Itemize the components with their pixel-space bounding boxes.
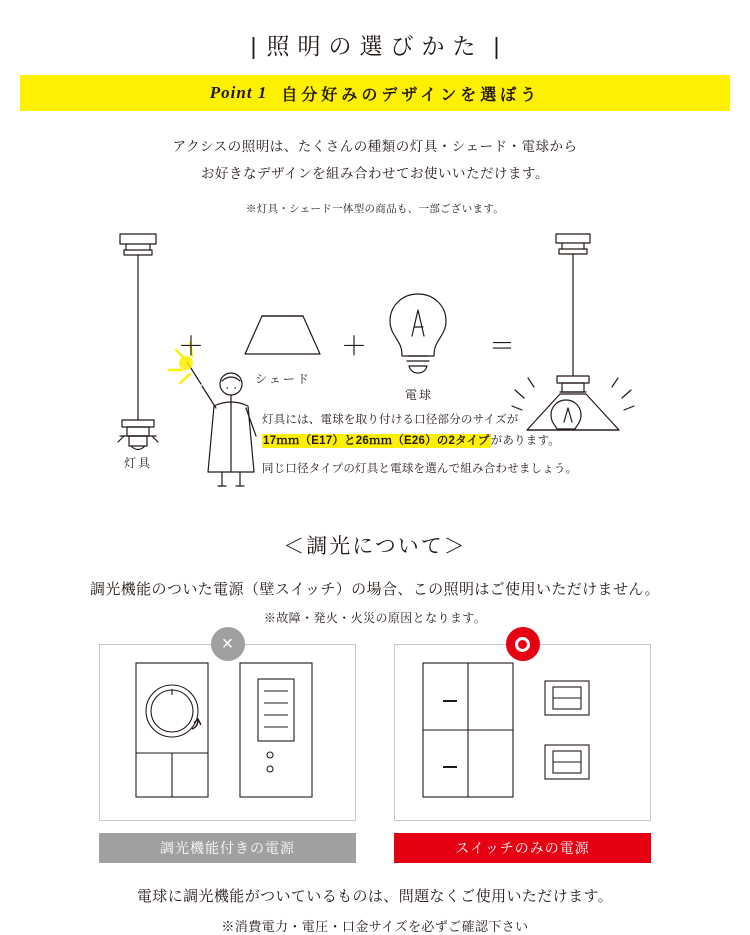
ok-ring xyxy=(515,637,530,652)
socket-note-line-3: 同じ口径タイプの灯具と電球を選んで組み合わせましょう。 xyxy=(262,462,578,475)
plus-operator-1: ＋ xyxy=(178,331,205,361)
plain-switch-illustration xyxy=(395,645,650,818)
panel-box-dimmer xyxy=(99,644,356,821)
intro-note: ※灯具・シェード一体型の商品も、一部ございます。 xyxy=(245,203,505,215)
socket-note-line-2 xyxy=(262,431,592,452)
point-text: 自分好みのデザインを選ぼう xyxy=(281,86,541,104)
panel-dimmer-switch xyxy=(99,633,356,863)
equals-operator: ＝ xyxy=(489,331,516,361)
point-banner xyxy=(20,75,730,111)
bulb-illustration xyxy=(390,294,446,373)
point-label: Point 1 xyxy=(209,83,268,102)
plus-operator-2: ＋ xyxy=(341,331,368,361)
caption-dimmer-switch: 調光機能付きの電源 xyxy=(99,833,356,863)
page-title-text: 照明の選びかた xyxy=(266,33,484,59)
socket-size-note xyxy=(262,410,592,480)
intro-text xyxy=(0,133,750,187)
switch-panels xyxy=(0,633,750,863)
panel-box-plain xyxy=(394,644,651,821)
page-title xyxy=(0,0,750,61)
socket-note-line-1: 灯具には、電球を取り付ける口径部分のサイズが xyxy=(262,414,519,426)
dimming-footer-2: ※消費電力・電圧・口金サイズを必ずご確認下さい xyxy=(221,919,529,934)
assembled-lamp-illustration xyxy=(527,234,619,430)
dimming-sub-note: ※故障・発火・火災の原因となります。 xyxy=(263,611,487,625)
socket-note-line-2-rest: があります。 xyxy=(490,435,560,448)
intro-line-2: お好きなデザインを組み合わせてお使いいただけます。 xyxy=(201,166,549,181)
product-combination-diagram xyxy=(0,224,750,524)
socket-size-highlight: 17ｍｍ（E17）と26ｍｍ（E26）の2タイプ xyxy=(263,435,490,448)
caption-shade: シェード xyxy=(255,372,311,386)
dimming-section-title: ＜調光について＞ xyxy=(283,535,467,558)
shade-illustration xyxy=(245,316,320,354)
ok-mark-icon xyxy=(506,627,540,661)
title-bar-left: | xyxy=(250,33,257,59)
dimming-lead-text: 調光機能のついた電源（壁スイッチ）の場合、この照明はご使用いただけません。 xyxy=(89,581,661,598)
caption-plain-switch: スイッチのみの電源 xyxy=(394,833,651,863)
dimmer-switch-illustration xyxy=(100,645,355,818)
panel-plain-switch xyxy=(394,644,651,863)
caption-bulb: 電球 xyxy=(404,388,433,402)
fixture-illustration xyxy=(118,234,158,450)
dimming-footer-1: 電球に調光機能がついているものは、問題なくご使用いただけます。 xyxy=(136,888,614,905)
caption-fixture: 灯具 xyxy=(123,456,152,470)
title-bar-right: | xyxy=(493,33,500,59)
ng-mark-icon: × xyxy=(211,627,245,661)
intro-line-1: アクシスの照明は、たくさんの種類の灯具・シェード・電球から xyxy=(172,139,578,154)
